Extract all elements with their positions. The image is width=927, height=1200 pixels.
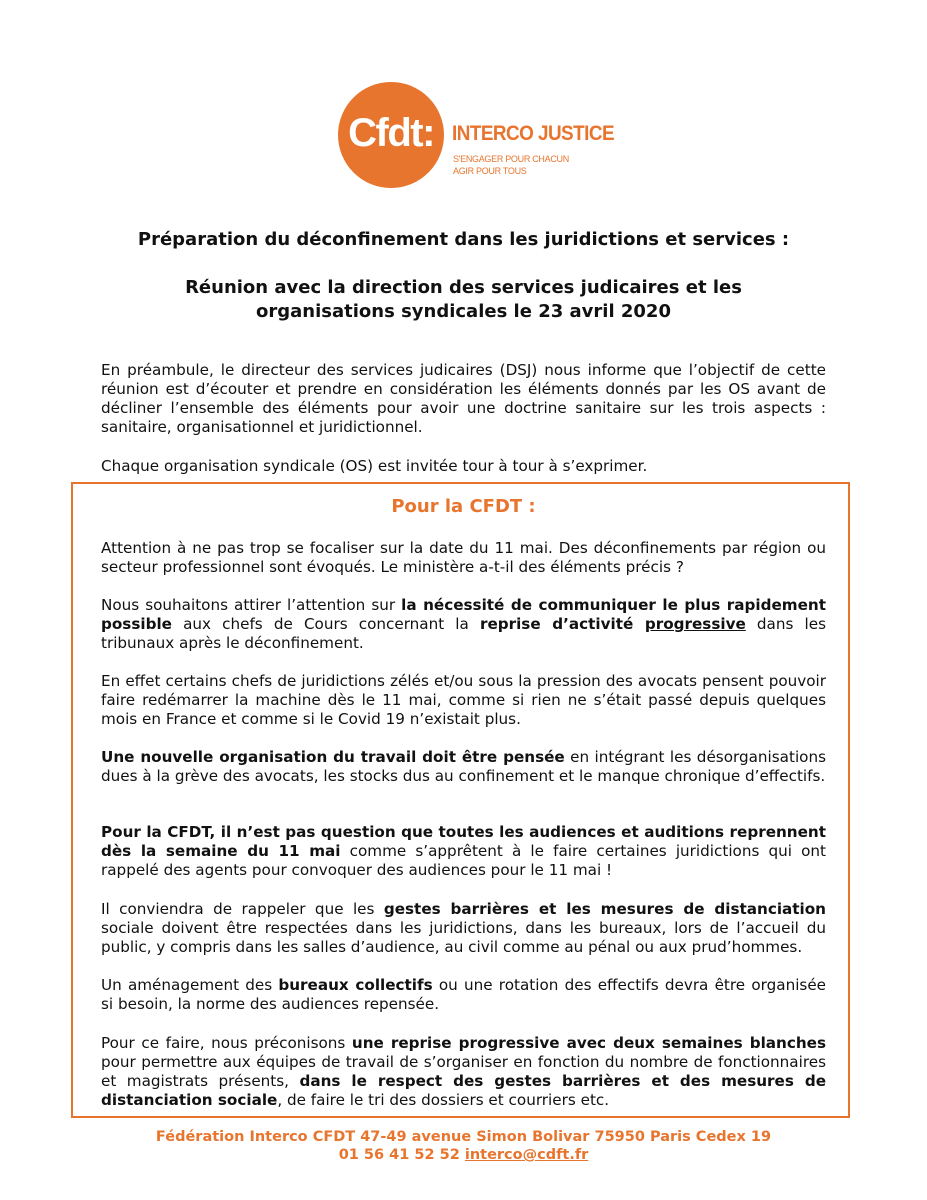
logo-name: INTERCO JUSTICE <box>452 122 615 145</box>
text: ou une rotation des effectifs devra être organisée si besoin, la norme des audiences repensée. <box>101 976 827 1013</box>
text: pour permettre aux équipes de travail de s’organiser en fonction du nombre de fonctionnaires et magistrats présents, <box>101 1053 826 1090</box>
text: comme s’apprêtent à le faire certaines juridictions qui ont rappelé des agents pour convoquer des audiences pour le 11 mai ! <box>101 842 827 879</box>
subtitle-line-1: Réunion avec la direction des services judicaires et les <box>185 277 742 298</box>
box-title: Pour la CFDT : <box>391 496 536 517</box>
paragraph-8 <box>101 1034 826 1110</box>
footer-phone: 01 56 41 52 52 <box>338 1147 465 1163</box>
text: Pour ce faire, nous préconisons <box>101 1034 352 1052</box>
text: Nous souhaitons attirer l’attention sur <box>101 596 402 614</box>
footer-contact <box>0 1146 927 1164</box>
bold-text: reprise d’activité <box>479 615 645 633</box>
bold-text: dans le respect des gestes barrières et des mesures de distanciation sociale <box>101 1072 826 1109</box>
intro-paragraph-2: Chaque organisation syndicale (OS) est invitée tour à tour à s’exprimer. <box>101 457 648 475</box>
bold-text: Une nouvelle organisation du travail doit être pensée <box>101 748 565 766</box>
text: en intégrant les désorganisations dues à la grève des avocats, les stocks dus au confinement et le manque chronique d’effectifs. <box>101 748 826 785</box>
subtitle-line-2: organisations syndicales le 23 avril 2020 <box>256 301 671 322</box>
logo-tagline-2: AGIR POUR TOUS <box>453 166 527 176</box>
document-subtitle <box>0 276 927 324</box>
document-title: Préparation du déconfinement dans les juridictions et services : <box>137 229 790 250</box>
logo-brand: Cfdt: <box>348 111 434 155</box>
paragraph-1: Attention à ne pas trop se focaliser sur la date du 11 mai. Des déconfinements par région ou secteur professionnel sont évoqués. Le ministère a-t-il des éléments précis ? <box>101 539 826 576</box>
text: Il conviendra de rappeler que les <box>101 900 384 918</box>
logo-tagline-1: S'ENGAGER POUR CHACUN <box>453 154 569 164</box>
cfdt-position-box <box>71 482 850 1118</box>
paragraph-6 <box>101 900 826 957</box>
underlined-bold-text: progressive <box>644 615 746 633</box>
bold-text: une reprise progressive avec deux semaines blanches <box>351 1034 826 1052</box>
paragraph-3: En effet certains chefs de juridictions zélés et/ou sous la pression des avocats pensent pouvoir faire redémarrer la machine dès le 11 mai, comme si rien ne s’était passé depuis quelques mois en France et comme si le Covid 19 n’existait plus. <box>101 672 826 728</box>
bold-text: Pour la CFDT, il n’est pas question que toutes les audiences et auditions reprennent dès la semaine du 11 mai <box>101 823 826 860</box>
footer-email-link[interactable]: interco@cdft.fr <box>464 1147 589 1163</box>
paragraph-7 <box>101 976 826 1014</box>
intro-paragraph: En préambule, le directeur des services judicaires (DSJ) nous informe que l’objectif de cette réunion est d’écouter et prendre en considération les éléments donnés par les OS avant de décliner l’ensemble des éléments pour avoir une doctrine sanitaire sur les trois aspects : sanitaire, organisationnel et juridictionnel. <box>101 361 826 436</box>
cfdt-logo <box>338 82 615 190</box>
text: dans les tribunaux après le déconfinement. <box>101 615 826 652</box>
text: , de faire le tri des dossiers et courriers etc. <box>277 1091 610 1109</box>
text: Un aménagement des <box>101 976 279 994</box>
bold-text: gestes barrières et les mesures de distanciation <box>383 900 826 918</box>
text: sociale doivent être respectées dans les juridictions, dans les bureaux, lors de l’accueil du public, y compris dans les salles d’audience, au civil comme au pénal ou aux prud’hommes. <box>101 919 826 956</box>
paragraph-4 <box>101 748 826 786</box>
bold-text: bureaux collectifs <box>278 976 433 994</box>
text: aux chefs de Cours concernant la <box>171 615 480 633</box>
footer-address: Fédération Interco CFDT 47-49 avenue Simon Bolivar 75950 Paris Cedex 19 <box>155 1129 772 1145</box>
paragraph-2 <box>101 596 826 653</box>
bold-text: la nécessité de communiquer le plus rapidement possible <box>101 596 826 633</box>
paragraph-5 <box>101 823 826 880</box>
